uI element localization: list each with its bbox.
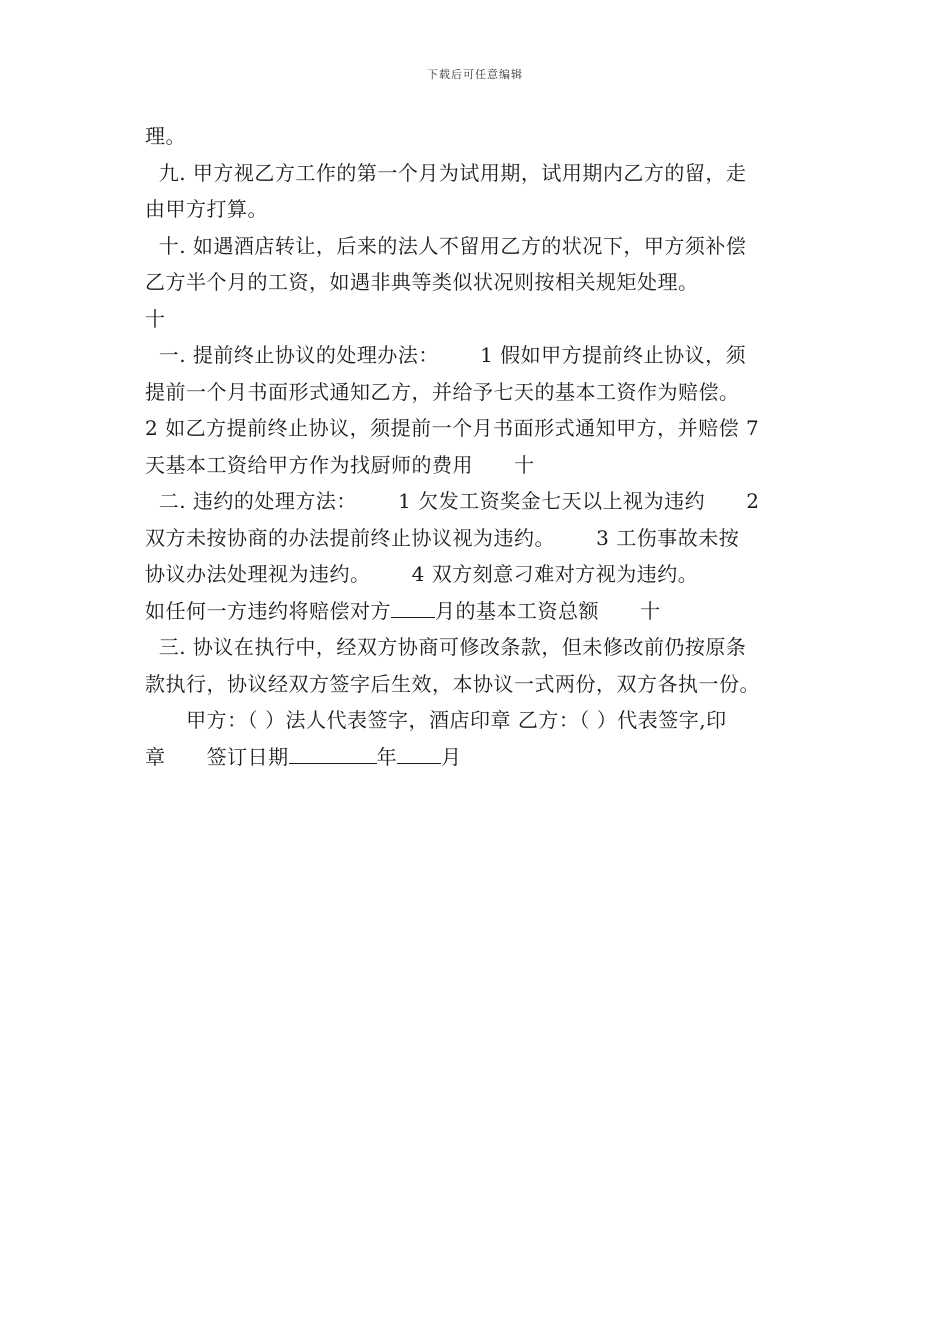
document-line: 九. 甲方视乙方工作的第一个月为试用期，试用期内乙方的留，走 bbox=[145, 160, 747, 185]
signing-date-prefix: 章 签订日期 bbox=[145, 744, 289, 769]
document-line: 款执行，协议经双方签字后生效，本协议一式两份，双方各执一份。 bbox=[145, 671, 760, 696]
penalty-text-before: 如任何一方违约将赔偿对方 bbox=[145, 598, 391, 623]
document-line: 由甲方打算。 bbox=[145, 197, 268, 221]
signature-line: 甲方：（ ）法人代表签字，酒店印章 乙方：（ ）代表签字,印 bbox=[145, 708, 727, 732]
document-line: 十. 如遇酒店转让，后来的法人不留用乙方的状况下，甲方须补偿 bbox=[145, 233, 747, 258]
document-body bbox=[145, 118, 813, 775]
penalty-text-after: 月的基本工资总额 十 bbox=[435, 598, 661, 623]
penalty-months-blank bbox=[391, 595, 435, 618]
year-label: 年 bbox=[376, 744, 398, 769]
document-line: 十 bbox=[145, 306, 166, 331]
month-blank bbox=[397, 741, 441, 764]
document-line: 理。 bbox=[145, 124, 186, 148]
document-line: 2 如乙方提前终止协议，须提前一个月书面形式通知甲方，并赔偿 7 bbox=[145, 416, 760, 440]
signing-date-line bbox=[145, 739, 813, 776]
document-line: 协议办法处理视为违约。 4 双方刻意刁难对方视为违约。 bbox=[145, 562, 699, 586]
year-blank bbox=[289, 741, 377, 764]
penalty-line bbox=[145, 593, 813, 630]
document-line: 提前一个月书面形式通知乙方，并给予七天的基本工资作为赔偿。 bbox=[145, 379, 740, 404]
month-label: 月 bbox=[441, 744, 462, 769]
document-line: 双方未按协商的办法提前终止协议视为违约。 3 工伤事故未按 bbox=[145, 525, 740, 550]
document-line: 三. 协议在执行中，经双方协商可修改条款，但未修改前仍按原条 bbox=[145, 635, 747, 659]
page-header-note: 下载后可任意编辑 bbox=[427, 68, 523, 81]
document-line: 天基本工资给甲方作为找厨师的费用 十 bbox=[145, 452, 535, 477]
document-line: 二. 违约的处理方法： 1 欠发工资奖金七天以上视为违约 2 bbox=[145, 489, 760, 513]
document-line: 乙方半个月的工资，如遇非典等类似状况则按相关规矩处理。 bbox=[145, 270, 699, 294]
document-line: 一. 提前终止协议的处理办法： 1 假如甲方提前终止协议，须 bbox=[145, 343, 747, 367]
